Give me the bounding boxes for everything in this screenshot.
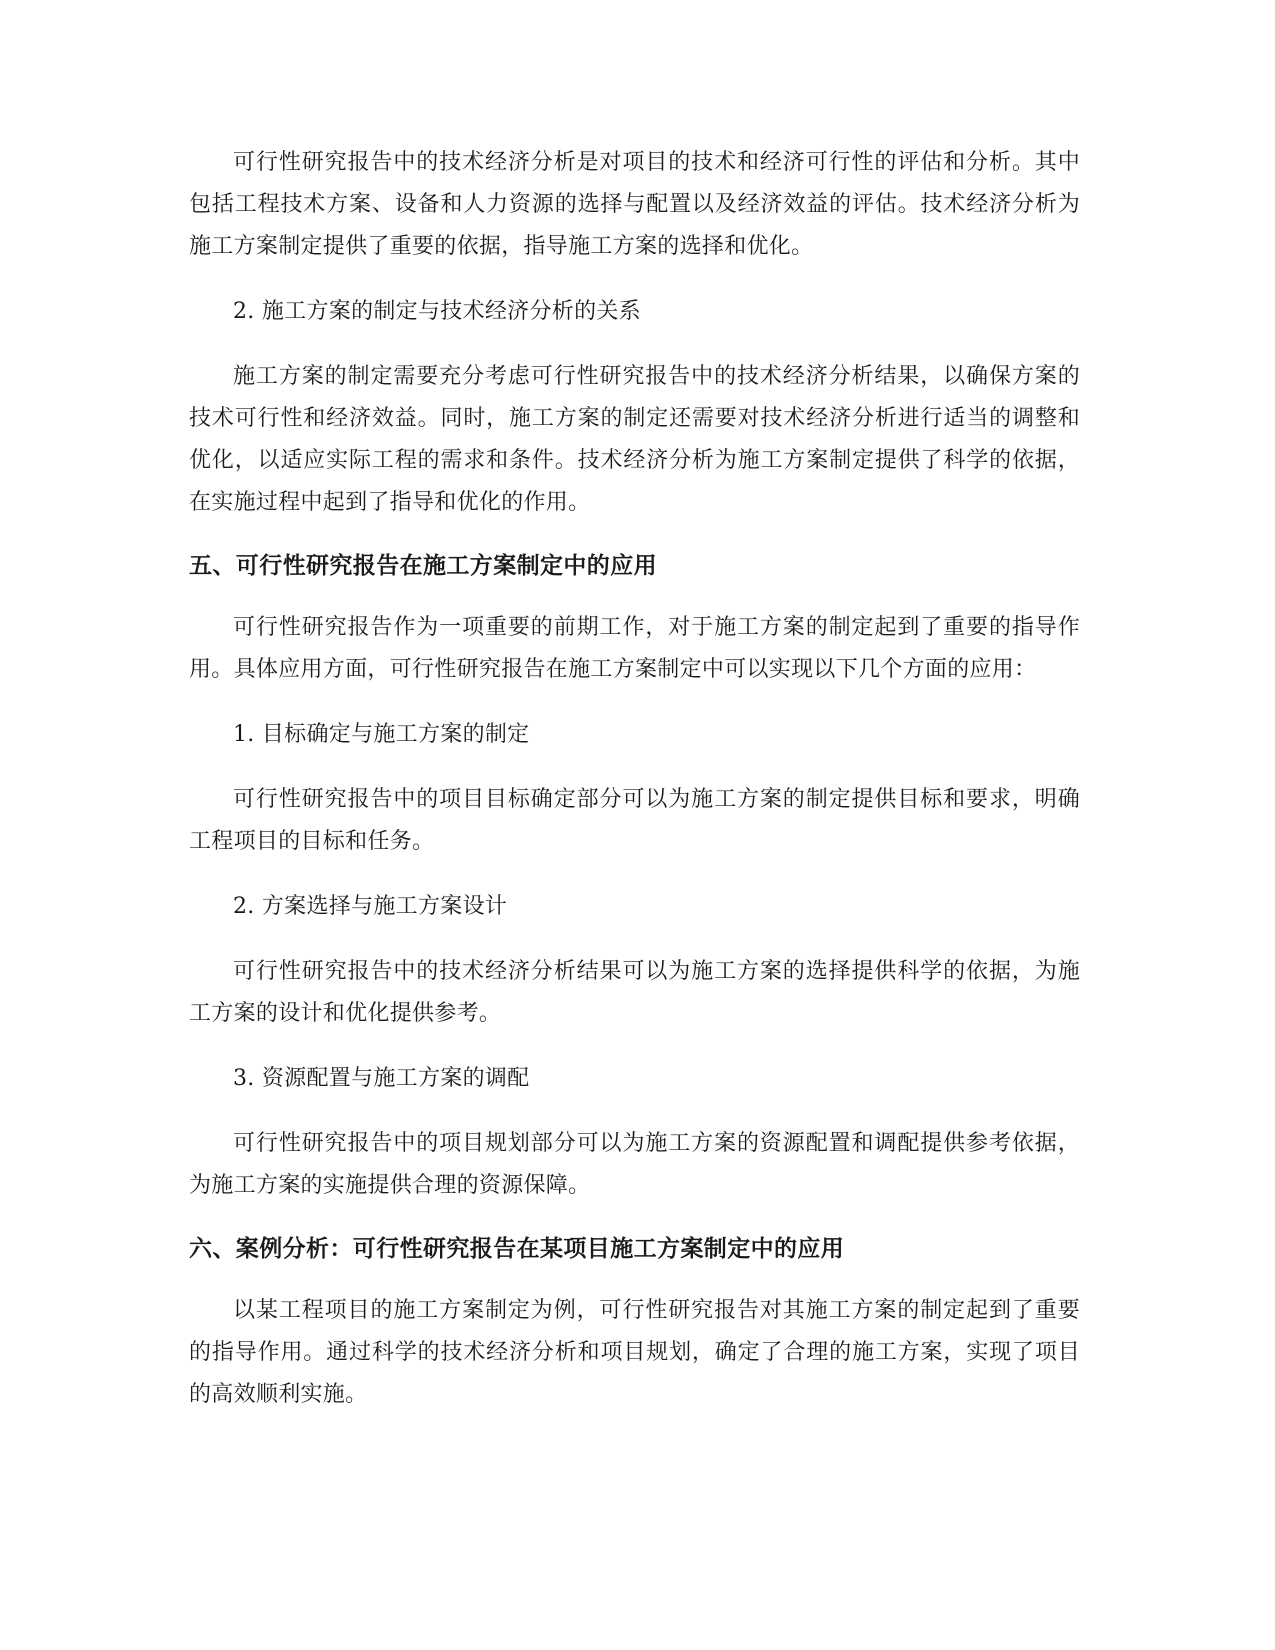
paragraph-plan-selection: 可行性研究报告中的技术经济分析结果可以为施工方案的选择提供科学的依据，为施工方案的设计和优化提供参考。 [189,959,1080,1026]
paragraph-goal-setting: 可行性研究报告中的项目目标确定部分可以为施工方案的制定提供目标和要求，明确工程项目的目标和任务。 [189,787,1080,854]
paragraph-case-study: 以某工程项目的施工方案制定为例，可行性研究报告对其施工方案的制定起到了重要的指导作用。通过科学的技术经济分析和项目规划，确定了合理的施工方案，实现了项目的高效顺利实施。 [189,1298,1080,1407]
subheading-goal-setting: 1. 目标确定与施工方案的制定 [233,722,530,747]
subheading-resource-allocation: 3. 资源配置与施工方案的调配 [233,1066,530,1091]
subheading-plan-selection: 2. 方案选择与施工方案设计 [233,894,508,919]
subheading-plan-and-analysis-relation: 2. 施工方案的制定与技术经济分析的关系 [233,299,641,324]
paragraph-resource-allocation: 可行性研究报告中的项目规划部分可以为施工方案的资源配置和调配提供参考依据，为施工方案的实施提供合理的资源保障。 [189,1131,1080,1198]
paragraph-plan-considers-analysis: 施工方案的制定需要充分考虑可行性研究报告中的技术经济分析结果，以确保方案的技术可行性和经济效益。同时，施工方案的制定还需要对技术经济分析进行适当的调整和优化，以适应实际工程的需求和条件。技术经济分析为施工方案制定提供了科学的依据，在实施过程中起到了指导和优化的作用。 [189,364,1080,515]
paragraph-tech-econ-analysis: 可行性研究报告中的技术经济分析是对项目的技术和经济可行性的评估和分析。其中包括工程技术方案、设备和人力资源的选择与配置以及经济效益的评估。技术经济分析为施工方案制定提供了重要的依据，指导施工方案的选择和优化。 [189,150,1080,259]
section-heading-five: 五、可行性研究报告在施工方案制定中的应用 [189,553,657,579]
section-heading-six: 六、案例分析：可行性研究报告在某项目施工方案制定中的应用 [189,1236,845,1262]
paragraph-report-application-intro: 可行性研究报告作为一项重要的前期工作，对于施工方案的制定起到了重要的指导作用。具体应用方面，可行性研究报告在施工方案制定中可以实现以下几个方面的应用： [189,615,1080,682]
